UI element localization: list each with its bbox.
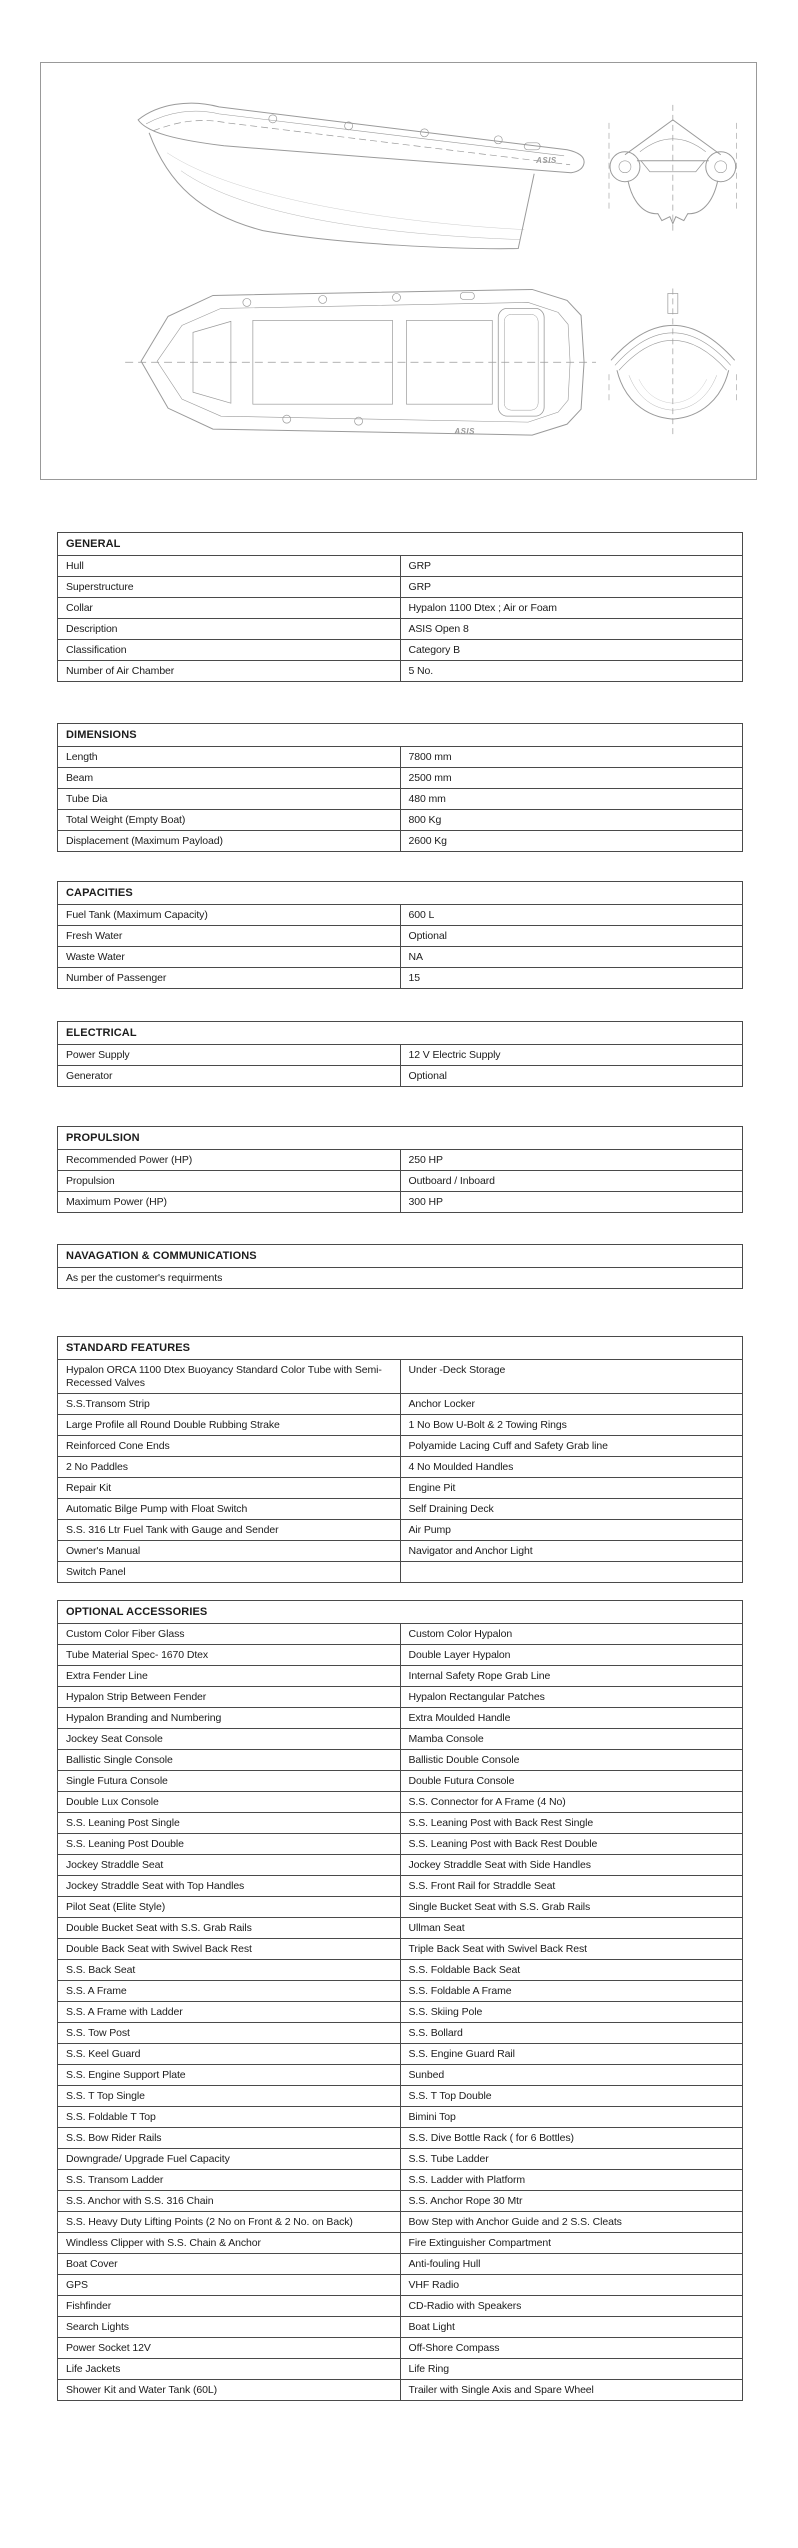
table-cell: Boat Cover (58, 2254, 401, 2275)
table-cell: Tube Dia (58, 789, 401, 810)
section-general (57, 532, 743, 682)
table-cell: Anchor Locker (400, 1394, 743, 1415)
table-cell: S.S. Tow Post (58, 2023, 401, 2044)
table-row (58, 1666, 743, 1687)
table-cell: Engine Pit (400, 1478, 743, 1499)
table-cell: 480 mm (400, 789, 743, 810)
table-cell: Outboard / Inboard (400, 1171, 743, 1192)
table-row (58, 640, 743, 661)
table-cell: Jockey Straddle Seat (58, 1855, 401, 1876)
side-profile-view (138, 103, 584, 249)
table-row (58, 2380, 743, 2401)
table-row (58, 1268, 743, 1289)
table-cell: Optional (400, 926, 743, 947)
table-cell: Double Lux Console (58, 1792, 401, 1813)
table-cell: S.S. Leaning Post Single (58, 1813, 401, 1834)
table-cell: Bow Step with Anchor Guide and 2 S.S. Cleats (400, 2212, 743, 2233)
table-cell: Internal Safety Rope Grab Line (400, 1666, 743, 1687)
table-cell: Hypalon 1100 Dtex ; Air or Foam (400, 598, 743, 619)
table-cell: Fishfinder (58, 2296, 401, 2317)
general-table (57, 532, 743, 682)
section-header-row (58, 533, 743, 556)
table-cell: Single Bucket Seat with S.S. Grab Rails (400, 1897, 743, 1918)
table-cell: 250 HP (400, 1150, 743, 1171)
table-cell: Search Lights (58, 2317, 401, 2338)
table-row (58, 831, 743, 852)
boat-technical-drawing (40, 62, 757, 480)
table-row (58, 2317, 743, 2338)
table-row (58, 661, 743, 682)
table-cell: Tube Material Spec- 1670 Dtex (58, 1645, 401, 1666)
table-row (58, 2338, 743, 2359)
section-navigation-communications (57, 1244, 743, 1289)
table-cell: Custom Color Hypalon (400, 1624, 743, 1645)
table-row (58, 2191, 743, 2212)
capacities-table (57, 881, 743, 989)
asis-logo-plan: ASIS (454, 427, 475, 437)
table-cell: Category B (400, 640, 743, 661)
table-cell: Windless Clipper with S.S. Chain & Anchor (58, 2233, 401, 2254)
table-cell: S.S. A Frame (58, 1981, 401, 2002)
table-cell: Extra Moulded Handle (400, 1708, 743, 1729)
table-row (58, 2128, 743, 2149)
table-row (58, 768, 743, 789)
navigation-table (57, 1244, 743, 1289)
table-cell: Optional (400, 1066, 743, 1087)
section-header-row (58, 1127, 743, 1150)
section-title: OPTIONAL ACCESSORIES (58, 1601, 743, 1624)
table-cell: S.S. Ladder with Platform (400, 2170, 743, 2191)
table-cell: VHF Radio (400, 2275, 743, 2296)
table-cell: S.S. 316 Ltr Fuel Tank with Gauge and Sender (58, 1520, 401, 1541)
table-row (58, 1624, 743, 1645)
table-cell: 15 (400, 968, 743, 989)
section-title: GENERAL (58, 533, 743, 556)
table-cell: S.S. Heavy Duty Lifting Points (2 No on Front & 2 No. on Back) (58, 2212, 401, 2233)
table-row (58, 1981, 743, 2002)
table-cell: Generator (58, 1066, 401, 1087)
table-row (58, 1750, 743, 1771)
table-cell: Hypalon ORCA 1100 Dtex Buoyancy Standard Color Tube with Semi-Recessed Valves (58, 1360, 401, 1394)
table-cell: Polyamide Lacing Cuff and Safety Grab line (400, 1436, 743, 1457)
propulsion-table (57, 1126, 743, 1213)
table-cell: 300 HP (400, 1192, 743, 1213)
table-cell: S.S. T Top Single (58, 2086, 401, 2107)
table-cell: Displacement (Maximum Payload) (58, 831, 401, 852)
table-cell: NA (400, 947, 743, 968)
table-cell: Length (58, 747, 401, 768)
table-cell: Jockey Straddle Seat with Side Handles (400, 1855, 743, 1876)
table-cell: 600 L (400, 905, 743, 926)
table-cell: Waste Water (58, 947, 401, 968)
optional-accessories-table (57, 1600, 743, 2401)
table-cell: Double Futura Console (400, 1771, 743, 1792)
table-cell: Life Jackets (58, 2359, 401, 2380)
table-cell: 5 No. (400, 661, 743, 682)
table-cell: S.S. Leaning Post Double (58, 1834, 401, 1855)
table-cell: S.S. Anchor Rope 30 Mtr (400, 2191, 743, 2212)
table-cell: Number of Passenger (58, 968, 401, 989)
table-cell: Classification (58, 640, 401, 661)
table-row (58, 1855, 743, 1876)
table-row (58, 1645, 743, 1666)
table-row (58, 619, 743, 640)
table-cell: S.S. Anchor with S.S. 316 Chain (58, 2191, 401, 2212)
table-cell: Single Futura Console (58, 1771, 401, 1792)
table-cell: Extra Fender Line (58, 1666, 401, 1687)
table-row (58, 1562, 743, 1583)
table-row (58, 789, 743, 810)
table-cell: Double Layer Hypalon (400, 1645, 743, 1666)
table-cell: Trailer with Single Axis and Spare Wheel (400, 2380, 743, 2401)
table-cell: S.S. Foldable Back Seat (400, 1960, 743, 1981)
table-cell: CD-Radio with Speakers (400, 2296, 743, 2317)
table-cell: GPS (58, 2275, 401, 2296)
table-cell: Superstructure (58, 577, 401, 598)
table-cell: Bimini Top (400, 2107, 743, 2128)
section-title: ELECTRICAL (58, 1022, 743, 1045)
table-row (58, 1360, 743, 1394)
table-cell: Ballistic Single Console (58, 1750, 401, 1771)
section-header-row (58, 1337, 743, 1360)
table-cell: 2600 Kg (400, 831, 743, 852)
table-cell: 12 V Electric Supply (400, 1045, 743, 1066)
table-row (58, 1897, 743, 1918)
table-row (58, 1066, 743, 1087)
section-title: DIMENSIONS (58, 724, 743, 747)
table-row (58, 1045, 743, 1066)
table-cell: Reinforced Cone Ends (58, 1436, 401, 1457)
electrical-table (57, 1021, 743, 1087)
table-cell: S.S. Dive Bottle Rack ( for 6 Bottles) (400, 2128, 743, 2149)
bow-section-view (609, 105, 737, 235)
table-cell: S.S. A Frame with Ladder (58, 2002, 401, 2023)
dimensions-table (57, 723, 743, 852)
table-cell: S.S. Transom Ladder (58, 2170, 401, 2191)
table-cell: S.S. Front Rail for Straddle Seat (400, 1876, 743, 1897)
table-cell: 2 No Paddles (58, 1457, 401, 1478)
section-header-row (58, 1022, 743, 1045)
table-cell: Custom Color Fiber Glass (58, 1624, 401, 1645)
section-header-row (58, 1601, 743, 1624)
table-cell: Beam (58, 768, 401, 789)
table-cell: Hypalon Rectangular Patches (400, 1687, 743, 1708)
table-cell: Maximum Power (HP) (58, 1192, 401, 1213)
table-cell: Off-Shore Compass (400, 2338, 743, 2359)
table-row (58, 1192, 743, 1213)
table-cell: S.S. Keel Guard (58, 2044, 401, 2065)
section-header-row (58, 1245, 743, 1268)
table-cell: Pilot Seat (Elite Style) (58, 1897, 401, 1918)
table-cell: 800 Kg (400, 810, 743, 831)
table-cell (400, 1562, 743, 1583)
section-optional-accessories (57, 1600, 743, 2401)
table-row (58, 1813, 743, 1834)
table-cell: Ullman Seat (400, 1918, 743, 1939)
table-row (58, 1729, 743, 1750)
table-cell: Boat Light (400, 2317, 743, 2338)
table-cell: S.S. Tube Ladder (400, 2149, 743, 2170)
table-cell: S.S. Connector for A Frame (4 No) (400, 1792, 743, 1813)
table-cell: Air Pump (400, 1520, 743, 1541)
table-cell: S.S. Back Seat (58, 1960, 401, 1981)
table-cell: Power Socket 12V (58, 2338, 401, 2359)
table-cell: Propulsion (58, 1171, 401, 1192)
table-cell: As per the customer's requirments (58, 1268, 743, 1289)
table-cell: Automatic Bilge Pump with Float Switch (58, 1499, 401, 1520)
table-cell: Mamba Console (400, 1729, 743, 1750)
section-header-row (58, 724, 743, 747)
table-row (58, 2065, 743, 2086)
table-cell: Hull (58, 556, 401, 577)
table-cell: Recommended Power (HP) (58, 1150, 401, 1171)
table-cell: Shower Kit and Water Tank (60L) (58, 2380, 401, 2401)
table-row (58, 2359, 743, 2380)
table-cell: GRP (400, 577, 743, 598)
table-cell: GRP (400, 556, 743, 577)
table-cell: Fresh Water (58, 926, 401, 947)
table-row (58, 1415, 743, 1436)
table-cell: S.S. Bollard (400, 2023, 743, 2044)
table-row (58, 1499, 743, 1520)
table-cell: Double Bucket Seat with S.S. Grab Rails (58, 1918, 401, 1939)
stern-section-view (609, 288, 737, 434)
table-cell: Collar (58, 598, 401, 619)
table-cell: Fuel Tank (Maximum Capacity) (58, 905, 401, 926)
table-cell: Jockey Straddle Seat with Top Handles (58, 1876, 401, 1897)
table-row (58, 577, 743, 598)
table-cell: Description (58, 619, 401, 640)
table-row (58, 1150, 743, 1171)
table-row (58, 968, 743, 989)
table-row (58, 1687, 743, 1708)
table-row (58, 1876, 743, 1897)
table-cell: Owner's Manual (58, 1541, 401, 1562)
table-row (58, 2275, 743, 2296)
table-cell: S.S. Skiing Pole (400, 2002, 743, 2023)
table-cell: S.S. T Top Double (400, 2086, 743, 2107)
asis-logo-side: ASIS (536, 155, 557, 165)
table-row (58, 2149, 743, 2170)
table-row (58, 2086, 743, 2107)
table-cell: Double Back Seat with Swivel Back Rest (58, 1939, 401, 1960)
table-cell: Jockey Seat Console (58, 1729, 401, 1750)
table-cell: Hypalon Strip Between Fender (58, 1687, 401, 1708)
section-header-row (58, 882, 743, 905)
table-cell: Triple Back Seat with Swivel Back Rest (400, 1939, 743, 1960)
table-cell: Under -Deck Storage (400, 1360, 743, 1394)
table-cell: Fire Extinguisher Compartment (400, 2233, 743, 2254)
table-row (58, 1918, 743, 1939)
table-row (58, 1792, 743, 1813)
table-row (58, 1457, 743, 1478)
table-cell: Number of Air Chamber (58, 661, 401, 682)
table-cell: S.S. Engine Guard Rail (400, 2044, 743, 2065)
section-capacities (57, 881, 743, 989)
standard-features-table (57, 1336, 743, 1583)
table-row (58, 2233, 743, 2254)
table-cell: Sunbed (400, 2065, 743, 2086)
table-row (58, 2002, 743, 2023)
table-row (58, 556, 743, 577)
table-row (58, 2023, 743, 2044)
table-row (58, 1478, 743, 1499)
table-cell: Total Weight (Empty Boat) (58, 810, 401, 831)
top-plan-view (125, 289, 596, 436)
table-cell: Ballistic Double Console (400, 1750, 743, 1771)
table-row (58, 1520, 743, 1541)
table-row (58, 1834, 743, 1855)
table-row (58, 2212, 743, 2233)
section-title: NAVAGATION & COMMUNICATIONS (58, 1245, 743, 1268)
section-title: CAPACITIES (58, 882, 743, 905)
table-row (58, 598, 743, 619)
table-cell: 4 No Moulded Handles (400, 1457, 743, 1478)
table-row (58, 926, 743, 947)
table-row (58, 2170, 743, 2191)
table-row (58, 1939, 743, 1960)
table-cell: Power Supply (58, 1045, 401, 1066)
table-cell: 7800 mm (400, 747, 743, 768)
section-dimensions (57, 723, 743, 852)
table-cell: 2500 mm (400, 768, 743, 789)
table-cell: Switch Panel (58, 1562, 401, 1583)
table-cell: S.S. Leaning Post with Back Rest Double (400, 1834, 743, 1855)
table-cell: S.S. Leaning Post with Back Rest Single (400, 1813, 743, 1834)
table-row (58, 1708, 743, 1729)
table-row (58, 1171, 743, 1192)
table-cell: 1 No Bow U-Bolt & 2 Towing Rings (400, 1415, 743, 1436)
table-cell: Anti-fouling Hull (400, 2254, 743, 2275)
table-row (58, 747, 743, 768)
table-cell: Hypalon Branding and Numbering (58, 1708, 401, 1729)
table-row (58, 1541, 743, 1562)
section-standard-features (57, 1336, 743, 1583)
table-row (58, 947, 743, 968)
table-cell: Life Ring (400, 2359, 743, 2380)
table-row (58, 1394, 743, 1415)
table-cell: ASIS Open 8 (400, 619, 743, 640)
table-cell: Navigator and Anchor Light (400, 1541, 743, 1562)
table-cell: S.S. Engine Support Plate (58, 2065, 401, 2086)
table-cell: Repair Kit (58, 1478, 401, 1499)
table-cell: S.S. Foldable A Frame (400, 1981, 743, 2002)
table-row (58, 2296, 743, 2317)
table-cell: Downgrade/ Upgrade Fuel Capacity (58, 2149, 401, 2170)
boat-drawing-svg (41, 63, 756, 479)
table-row (58, 905, 743, 926)
table-row (58, 1436, 743, 1457)
section-title: PROPULSION (58, 1127, 743, 1150)
table-row (58, 810, 743, 831)
section-electrical (57, 1021, 743, 1087)
table-cell: S.S.Transom Strip (58, 1394, 401, 1415)
table-row (58, 2107, 743, 2128)
section-title: STANDARD FEATURES (58, 1337, 743, 1360)
table-cell: Large Profile all Round Double Rubbing Strake (58, 1415, 401, 1436)
table-row (58, 2044, 743, 2065)
table-row (58, 1960, 743, 1981)
table-cell: S.S. Foldable T Top (58, 2107, 401, 2128)
table-cell: Self Draining Deck (400, 1499, 743, 1520)
table-row (58, 1771, 743, 1792)
table-cell: S.S. Bow Rider Rails (58, 2128, 401, 2149)
table-row (58, 2254, 743, 2275)
section-propulsion (57, 1126, 743, 1213)
